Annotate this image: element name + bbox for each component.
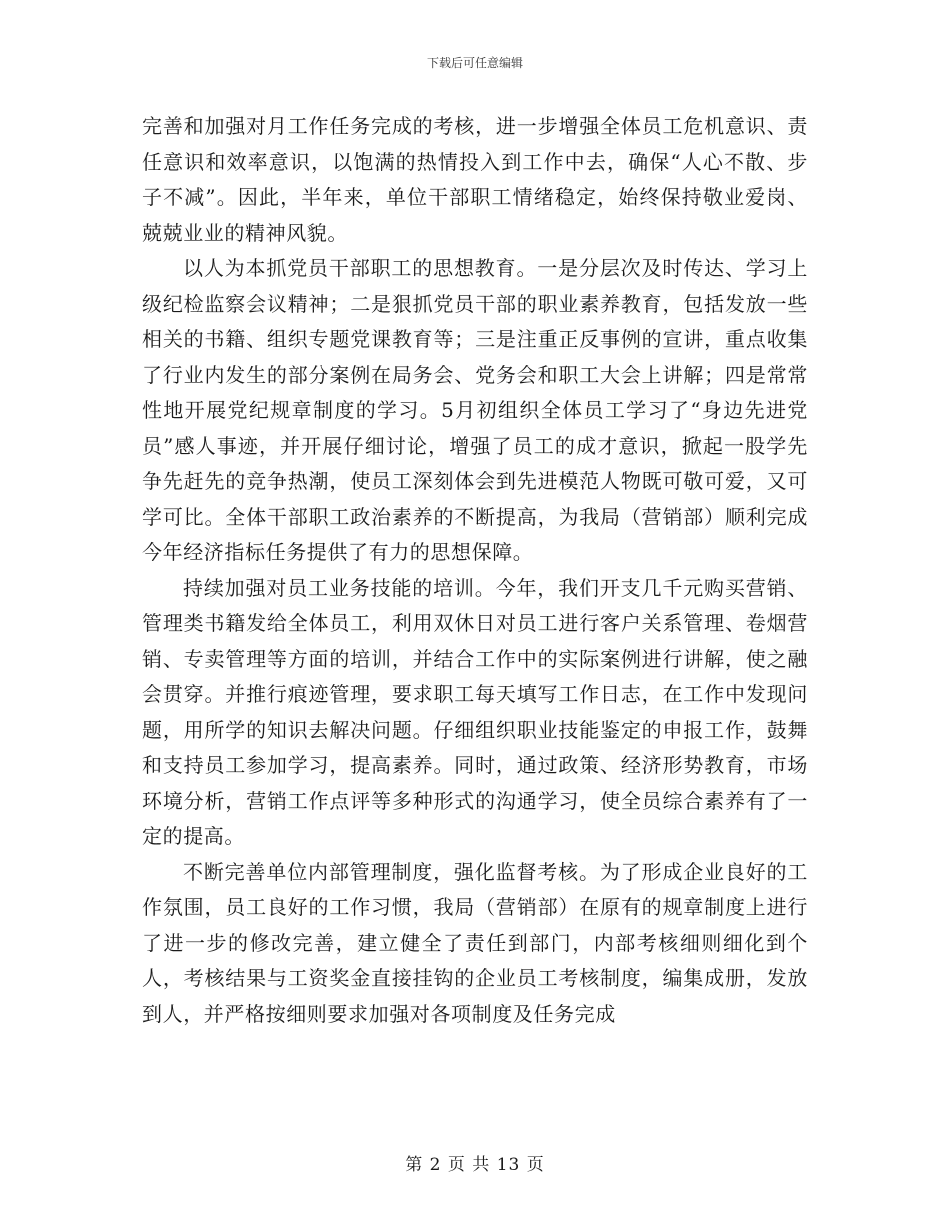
page-number: 第 2 页 共 13 页	[405, 1155, 545, 1175]
document-body	[142, 109, 808, 1032]
paragraph-skills-training: 持续加强对员工业务技能的培训。今年，我们开支几千元购买营销、管理类书籍发给全体员工，利用双休日对员工进行客户关系管理、卷烟营销、专卖管理等方面的培训，并结合工作中的实际案例进行讲解，使之融会贯穿。并推行痕迹管理，要求职工每天填写工作日志，在工作中发现问题，用所学的知识去解决问题。仔细组织职业技能鉴定的申报工作，鼓舞和支持员工参加学习，提高素养。同时，通过政策、经济形势教育，市场环境分析，营销工作点评等多种形式的沟通学习，使全员综合素养有了一定的提高。	[142, 575, 808, 848]
paragraph-management-system: 不断完善单位内部管理制度，强化监督考核。为了形成企业良好的工作氛围，员工良好的工作习惯，我局（营销部）在原有的规章制度上进行了进一步的修改完善，建立健全了责任到部门，内部考核细则细化到个人，考核结果与工资奖金直接挂钩的企业员工考核制度，编集成册，发放到人，并严格按细则要求加强对各项制度及任务完成	[142, 859, 808, 1026]
page-header: 下载后可任意编辑	[426, 56, 523, 70]
paragraph-continued: 完善和加强对月工作任务完成的考核，进一步增强全体员工危机意识、责任意识和效率意识，以饱满的热情投入到工作中去，确保“人心不散、步子不减”。因此，半年来，单位干部职工情绪稳定，始终保持敬业爱岗、兢兢业业的精神风貌。	[142, 114, 808, 245]
paragraph-ideological-education: 以人为本抓党员干部职工的思想教育。一是分层次及时传达、学习上级纪检监察会议精神；二是狠抓党员干部的职业素养教育，包括发放一些相关的书籍、组织专题党课教育等；三是注重正反事例的宣讲，重点收集了行业内发生的部分案例在局务会、党务会和职工大会上讲解；四是常常性地开展党纪规章制度的学习。5月初组织全体员工学习了“身边先进党员”感人事迹，并开展仔细讨论，增强了员工的成才意识，掀起一股学先争先赶先的竞争热潮，使员工深刻体会到先进模范人物既可敬可爱，又可学可比。全体干部职工政治素养的不断提高，为我局（营销部）顺利完成今年经济指标任务提供了有力的思想保障。	[142, 256, 808, 564]
